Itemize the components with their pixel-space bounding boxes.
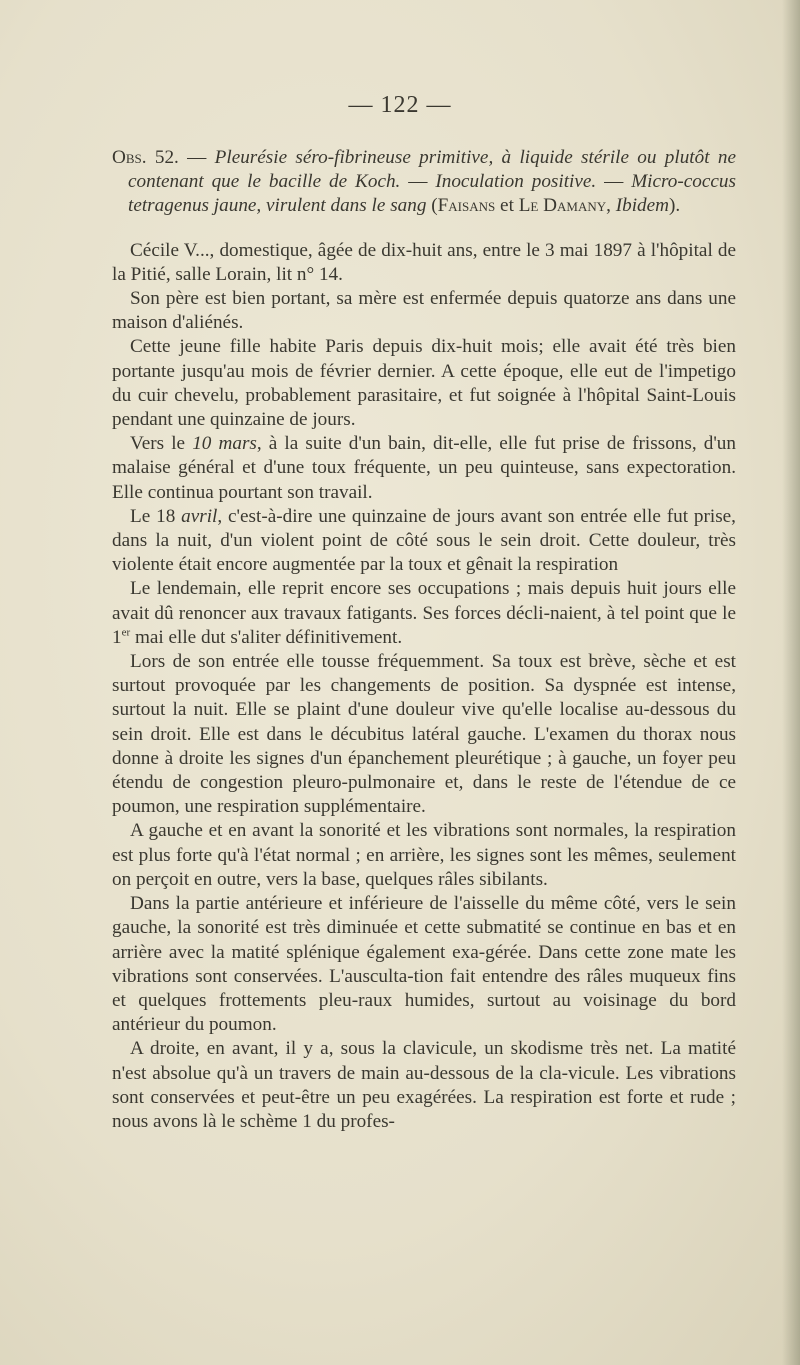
paragraph-decline — [112, 577, 736, 650]
paragraph-date: avril — [181, 505, 218, 527]
observation-dash: — — [178, 147, 215, 168]
source-ibidem: Ibidem — [615, 195, 670, 217]
observation-inoculation: Inoculation positive. — [435, 171, 597, 193]
paragraph-left-side: A gauche et en avant la sonorité et les vibrations sont normales, la respiration est plus forte qu'à l'état normal ; en arrière, les signes sont les mêmes, seulement on perçoit en outre, vers la base, quelques râles sibilants. — [112, 820, 736, 890]
observation-dash: — — [596, 171, 632, 193]
paragraph-axilla: Dans la partie antérieure et inférieure de l'aisselle du même côté, vers le sein gauche, la sonorité est très diminuée et cette submatité se continue en bas et en arrière avec la matité splénique également exa-gérée. Dans cette zone mate les vibrations sont conservées. L'ausculta-tion fait entendre des râles muqueux fins et quelques frottements pleu-raux humides, surtout au voisinage du bord antérieur du poumon. — [112, 893, 736, 1036]
paragraph-text: , à la suite d'un bain, dit-elle, elle fut prise de frissons, d'un malaise général et d'une toux fréquente, un peu quinteuse, sans expectoration. Elle continua pourtant son travail. — [112, 433, 736, 503]
paragraph-text: mai elle dut s'aliter définitivement. — [130, 626, 403, 648]
observation-dash: — — [400, 171, 436, 193]
source-author: Faisans — [437, 195, 496, 217]
source-close: ). — [669, 195, 681, 217]
source-separator: , — [606, 195, 616, 217]
source-and: et — [495, 195, 519, 217]
paragraph-admission: Cécile V..., domestique, âgée de dix-huit ans, entre le 3 mai 1897 à l'hôpital de la Pitié, salle Lorain, lit n° 14. — [112, 239, 736, 285]
page-body — [112, 146, 736, 1134]
paragraph-text: Vers le — [130, 433, 193, 455]
paragraph-right-side: A droite, en avant, il y a, sous la clavicule, un skodisme très net. La matité n'est absolue qu'à un travers de main au-dessous de la cla-vicule. Les vibrations sont conservées et peut-être un peu exagérées. La respiration est forte et rude ; nous avons là le schème 1 du profes- — [112, 1038, 736, 1132]
observation-heading — [112, 146, 736, 219]
page-number: — 122 — — [348, 92, 452, 118]
paragraph-text: Le 18 — [130, 505, 182, 527]
source-author: Le Damany — [518, 195, 607, 217]
paragraph-text: Le lendemain, elle reprit encore ses occupations ; mais depuis huit jours elle avait dû renoncer aux travaux fatigants. Ses forces décli-naient, à tel point que le 1 — [112, 578, 736, 648]
paragraph-text: , c'est-à-dire une quinzaine de jours avant son entrée elle fut prise, dans la nuit, d'un violent point de côté sous le sein droit. Cette douleur, très violente était encore augmentée par la toux et gênait la respiration — [112, 505, 736, 576]
paragraph-history: Cette jeune fille habite Paris depuis dix-huit mois; elle avait été très bien portante jusqu'au mois de février dernier. A cette époque, elle eut de l'impetigo du cuir chevelu, probablement parasitaire, et fut soignée à l'hôpital Saint-Louis pendant une quinzaine de jours. — [112, 336, 736, 431]
observation-micro: Micro-coccus tetragenus jaune, virulent dans le sang — [128, 171, 736, 217]
source-open: ( — [426, 195, 438, 217]
paragraph-onset — [112, 432, 736, 505]
paragraph-family: Son père est bien portant, sa mère est enfermée depuis quatorze ans dans une maison d'aliénés. — [112, 288, 736, 334]
paragraph-superscript: er — [121, 626, 131, 639]
observation-title: Pleurésie séro-fibrineuse primitive, à liquide stérile ou plutôt ne contenant que le bacille de Koch. — [128, 147, 736, 193]
paragraph-examination: Lors de son entrée elle tousse fréquemment. Sa toux est brève, sèche et est surtout provoquée par les changements de position. Sa dyspnée est intense, surtout la nuit. Elle se plaint d'une douleur vive qu'elle localise au-dessous du sein droit. Elle est dans le décubitus latéral gauche. L'examen du thorax nous donne à droite les signes d'un épanchement pleurétique ; à gauche, un foyer peu étendu de congestion pleuro-pulmonaire et, dans le reste de l'étendue de ce poumon, une respiration supplémentaire. — [112, 651, 736, 818]
page-edge-shadow — [782, 0, 800, 1365]
paragraph-pain — [112, 505, 736, 578]
observation-label: Obs. 52. — [112, 147, 179, 168]
paragraph-date: 10 mars — [192, 433, 257, 455]
